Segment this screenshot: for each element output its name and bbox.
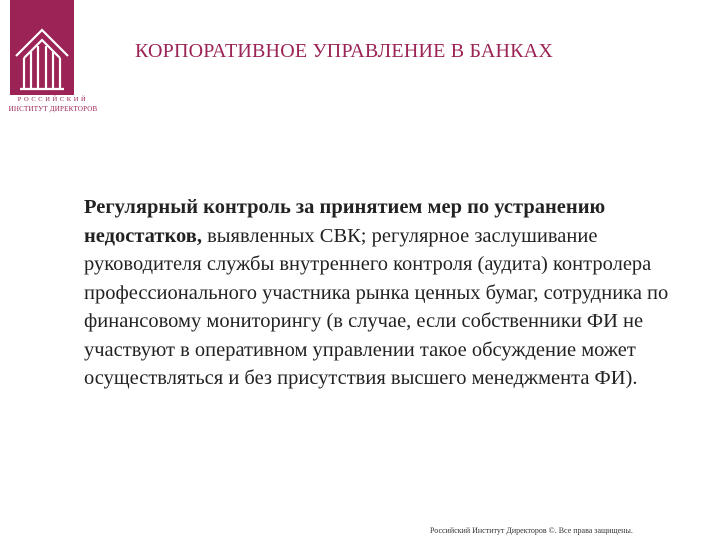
logo-caption-line2: ИНСТИТУТ ДИРЕКТОРОВ	[8, 104, 98, 113]
paragraph-body: выявленных СВК; регулярное заслушивание руководителя службы внутреннего контроля (аудита) контролера профессионального участника рынка ценных бумаг, сотрудника по финансовому мониторингу (в случае, если собственники ФИ не участвуют в оперативном управлении такое обсуждение может осуществляться и без присутствия высшего менеджмента ФИ).	[84, 224, 669, 389]
paragraph-bold-lead: Регулярный контроль за принятием мер по устранению недостатков,	[84, 196, 606, 247]
building-columns-icon	[10, 0, 74, 95]
logo	[10, 0, 74, 95]
main-paragraph	[84, 193, 696, 393]
logo-caption-line1: РОССИЙСКИЙ	[17, 96, 89, 103]
logo-caption	[4, 97, 102, 113]
page-title: КОРПОРАТИВНОЕ УПРАВЛЕНИЕ В БАНКАХ	[135, 40, 553, 62]
footer-copyright: Российский Институт Директоров ©. Все права защищены.	[430, 526, 633, 535]
